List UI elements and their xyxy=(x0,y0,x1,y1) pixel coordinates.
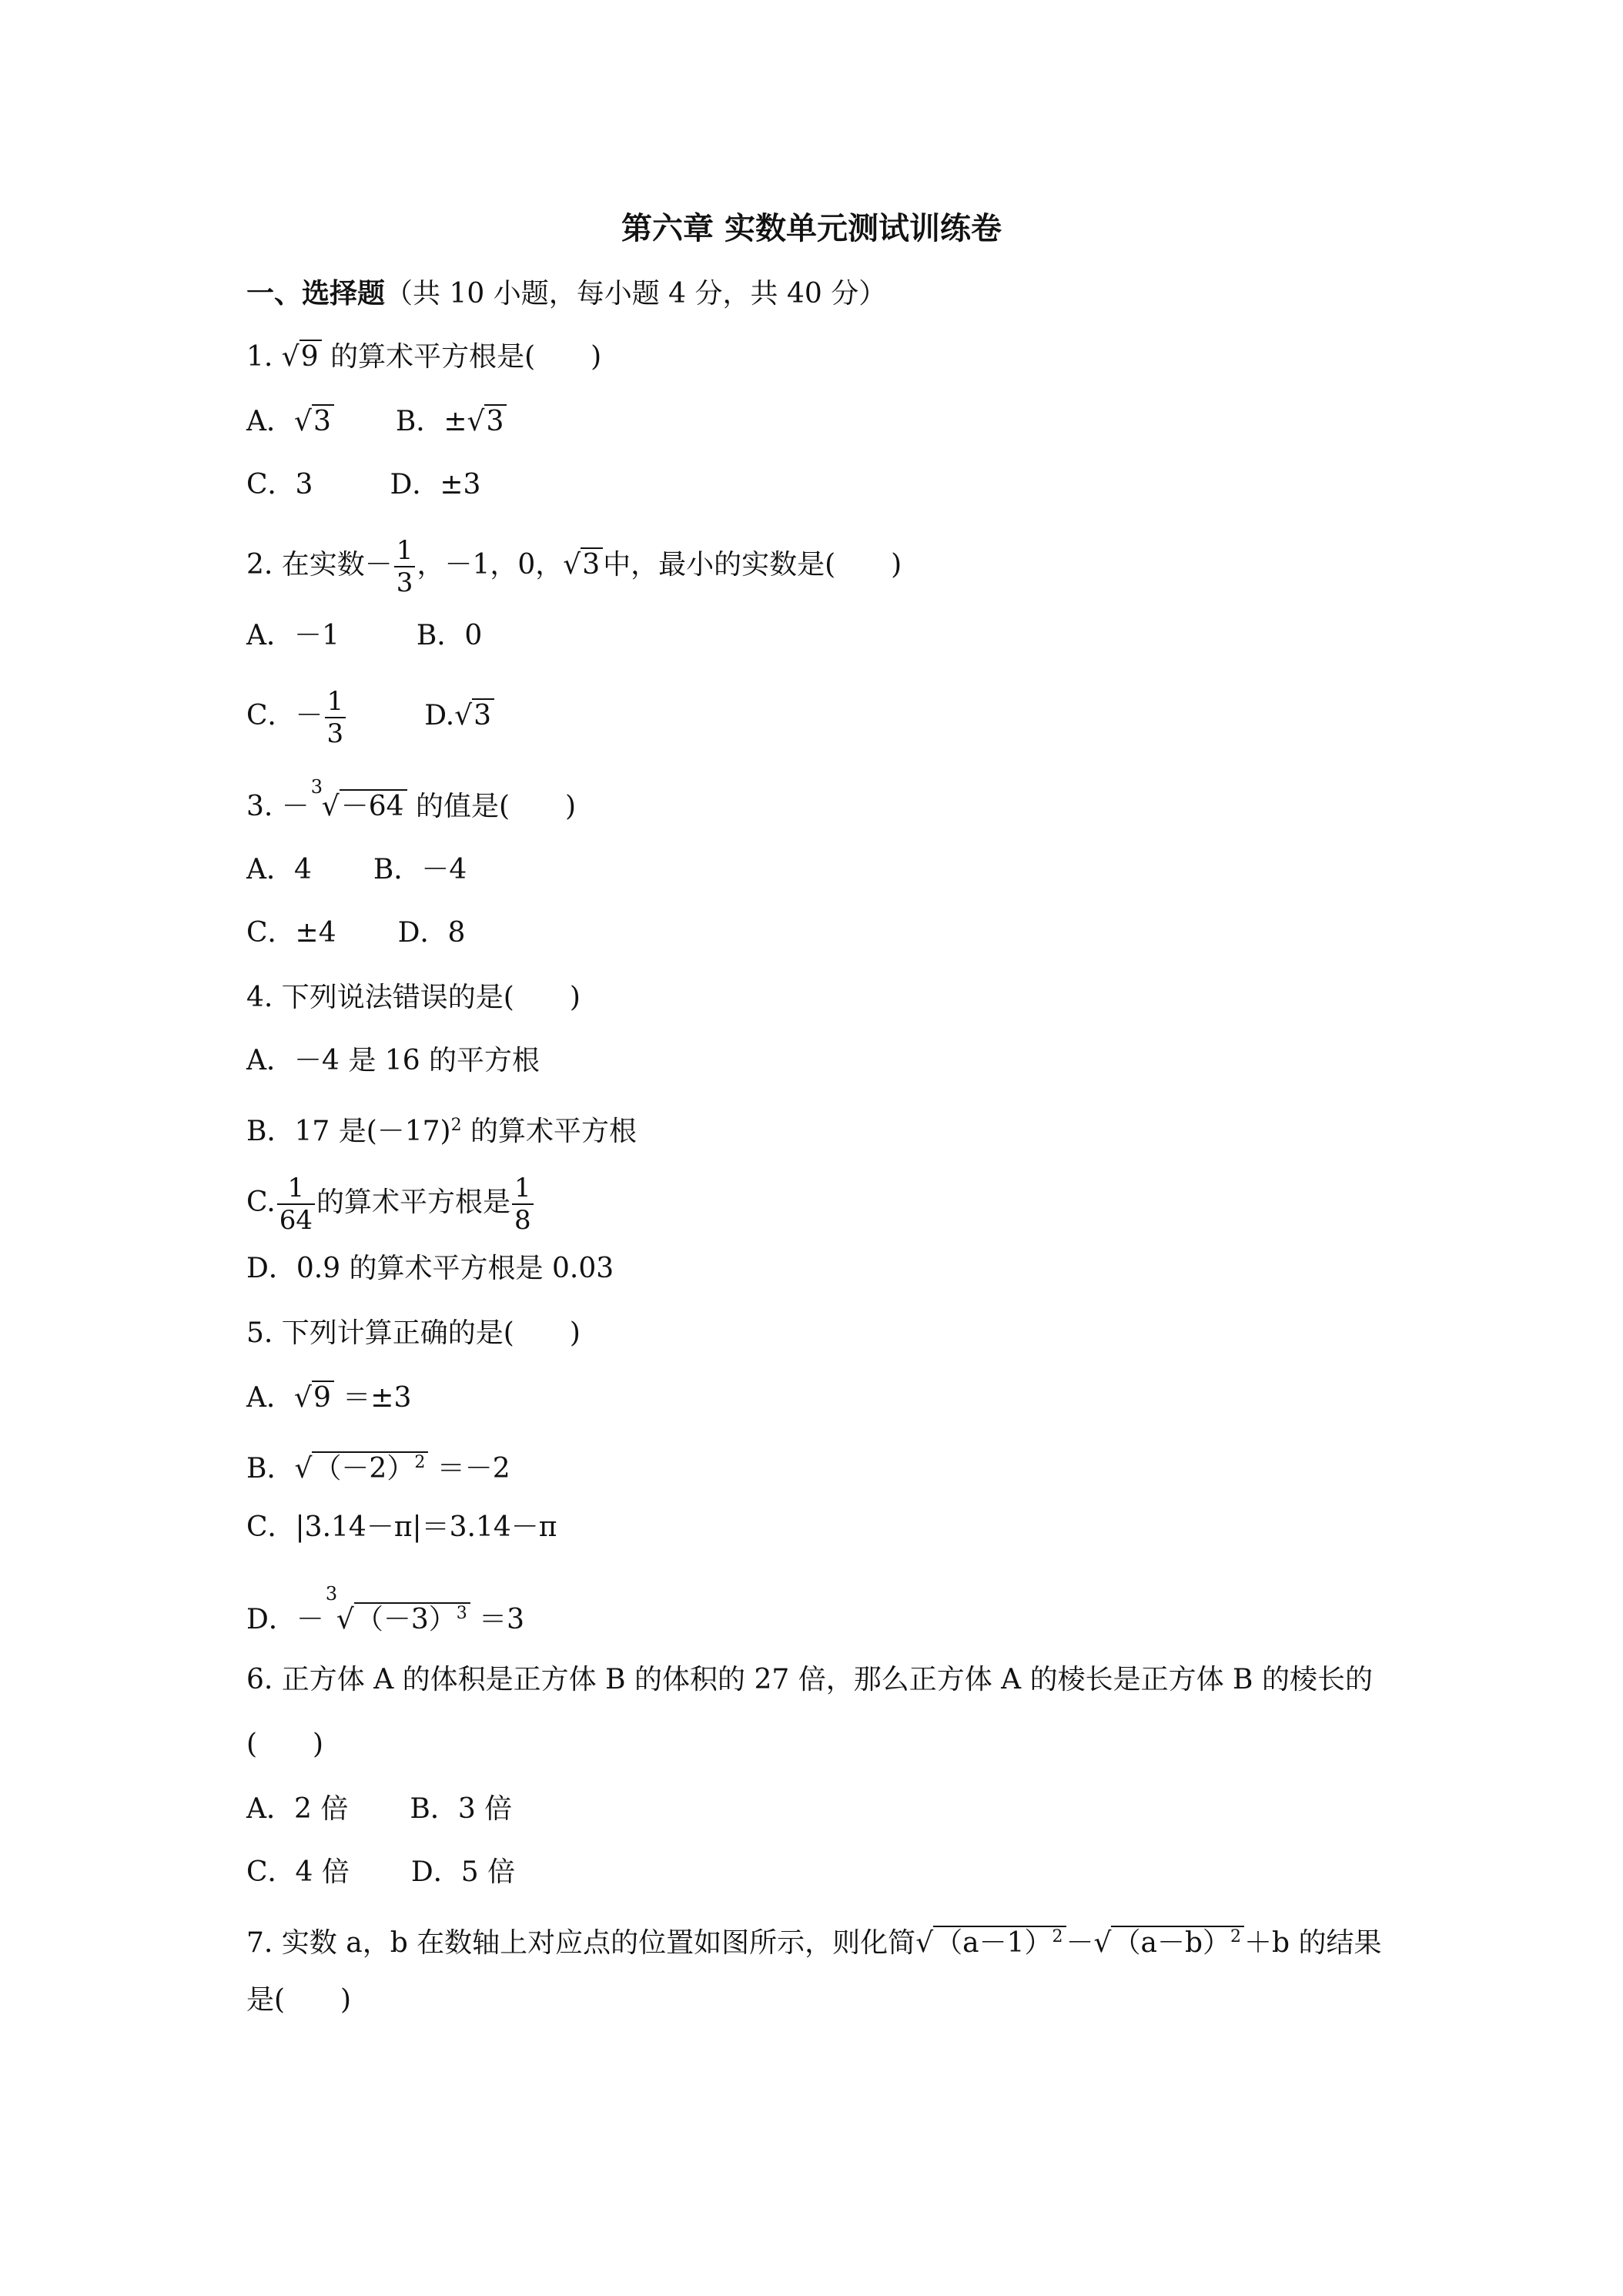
q3-options-row-2: C．±4 D．8 xyxy=(246,917,466,949)
q5-option-d: D．－ 3 $√(-3)^3 =3$ xyxy=(246,1583,525,1635)
q5-option-b: B．$√(-2)^2 =-2$ xyxy=(246,1453,510,1484)
question-3: 3. － 3 √－64 的值是( ) xyxy=(246,776,577,822)
q1-options-row-2: C．3 D．±3 xyxy=(246,469,481,500)
q4-option-b: B．17 是$(-17)^2$ 的算术平方根 xyxy=(246,1116,637,1147)
question-7: 7. 实数 a，b 在数轴上对应点的位置如图所示，则化简$√(a-1)^2 -√(a-b)^2 +b$ 的结果 xyxy=(246,1927,1382,1959)
q6-options-row-2: C．4 倍 D．5 倍 xyxy=(246,1856,516,1888)
q2-options-row-1: A．－1 B．0 xyxy=(246,620,483,651)
question-6-blank: ( ) xyxy=(246,1729,324,1760)
question-2: 2. 在实数－ $\frac{1}{3}$ ，－1，0，√3 中，最小的实数是( ) xyxy=(246,535,902,598)
question-1: 1. √9 的算术平方根是( ) xyxy=(246,341,602,373)
q5-option-a: A．√9 ＝±3 xyxy=(246,1382,412,1414)
question-5: 5. 下列计算正确的是( ) xyxy=(246,1317,581,1349)
question-6: 6. 正方体 A 的体积是正方体 B 的体积的 27 倍，那么正方体 A 的棱长是正方体 B 的棱长的 xyxy=(246,1664,1373,1695)
section-heading: 一、选择题（共 10 小题，每小题 4 分，共 40 分） xyxy=(246,278,887,310)
q1-options-row-1: A．√3 B．±√3 xyxy=(246,405,507,439)
question-7-continued: 是( ) xyxy=(246,1984,352,2016)
page-title: 第六章 实数单元测试训练卷 xyxy=(621,211,1002,246)
q3-options-row-1: A．4 B．－4 xyxy=(246,854,467,885)
q4-option-a: A．－4 是 16 的平方根 xyxy=(246,1045,540,1076)
question-4: 4. 下列说法错误的是( ) xyxy=(246,982,581,1013)
q6-options-row-1: A．2 倍 B．3 倍 xyxy=(246,1793,513,1825)
q5-option-c: C．|3.14－π|＝3.14－π xyxy=(246,1511,557,1543)
q4-option-d: D．0.9 的算术平方根是 0.03 xyxy=(246,1253,614,1284)
q2-options-row-2: C．－ $\frac{1}{3}$ D.√3 xyxy=(246,688,494,747)
q4-option-c: C. $\frac{1}{64}$ 的算术平方根是 $\frac{1}{8}$ xyxy=(246,1175,535,1233)
